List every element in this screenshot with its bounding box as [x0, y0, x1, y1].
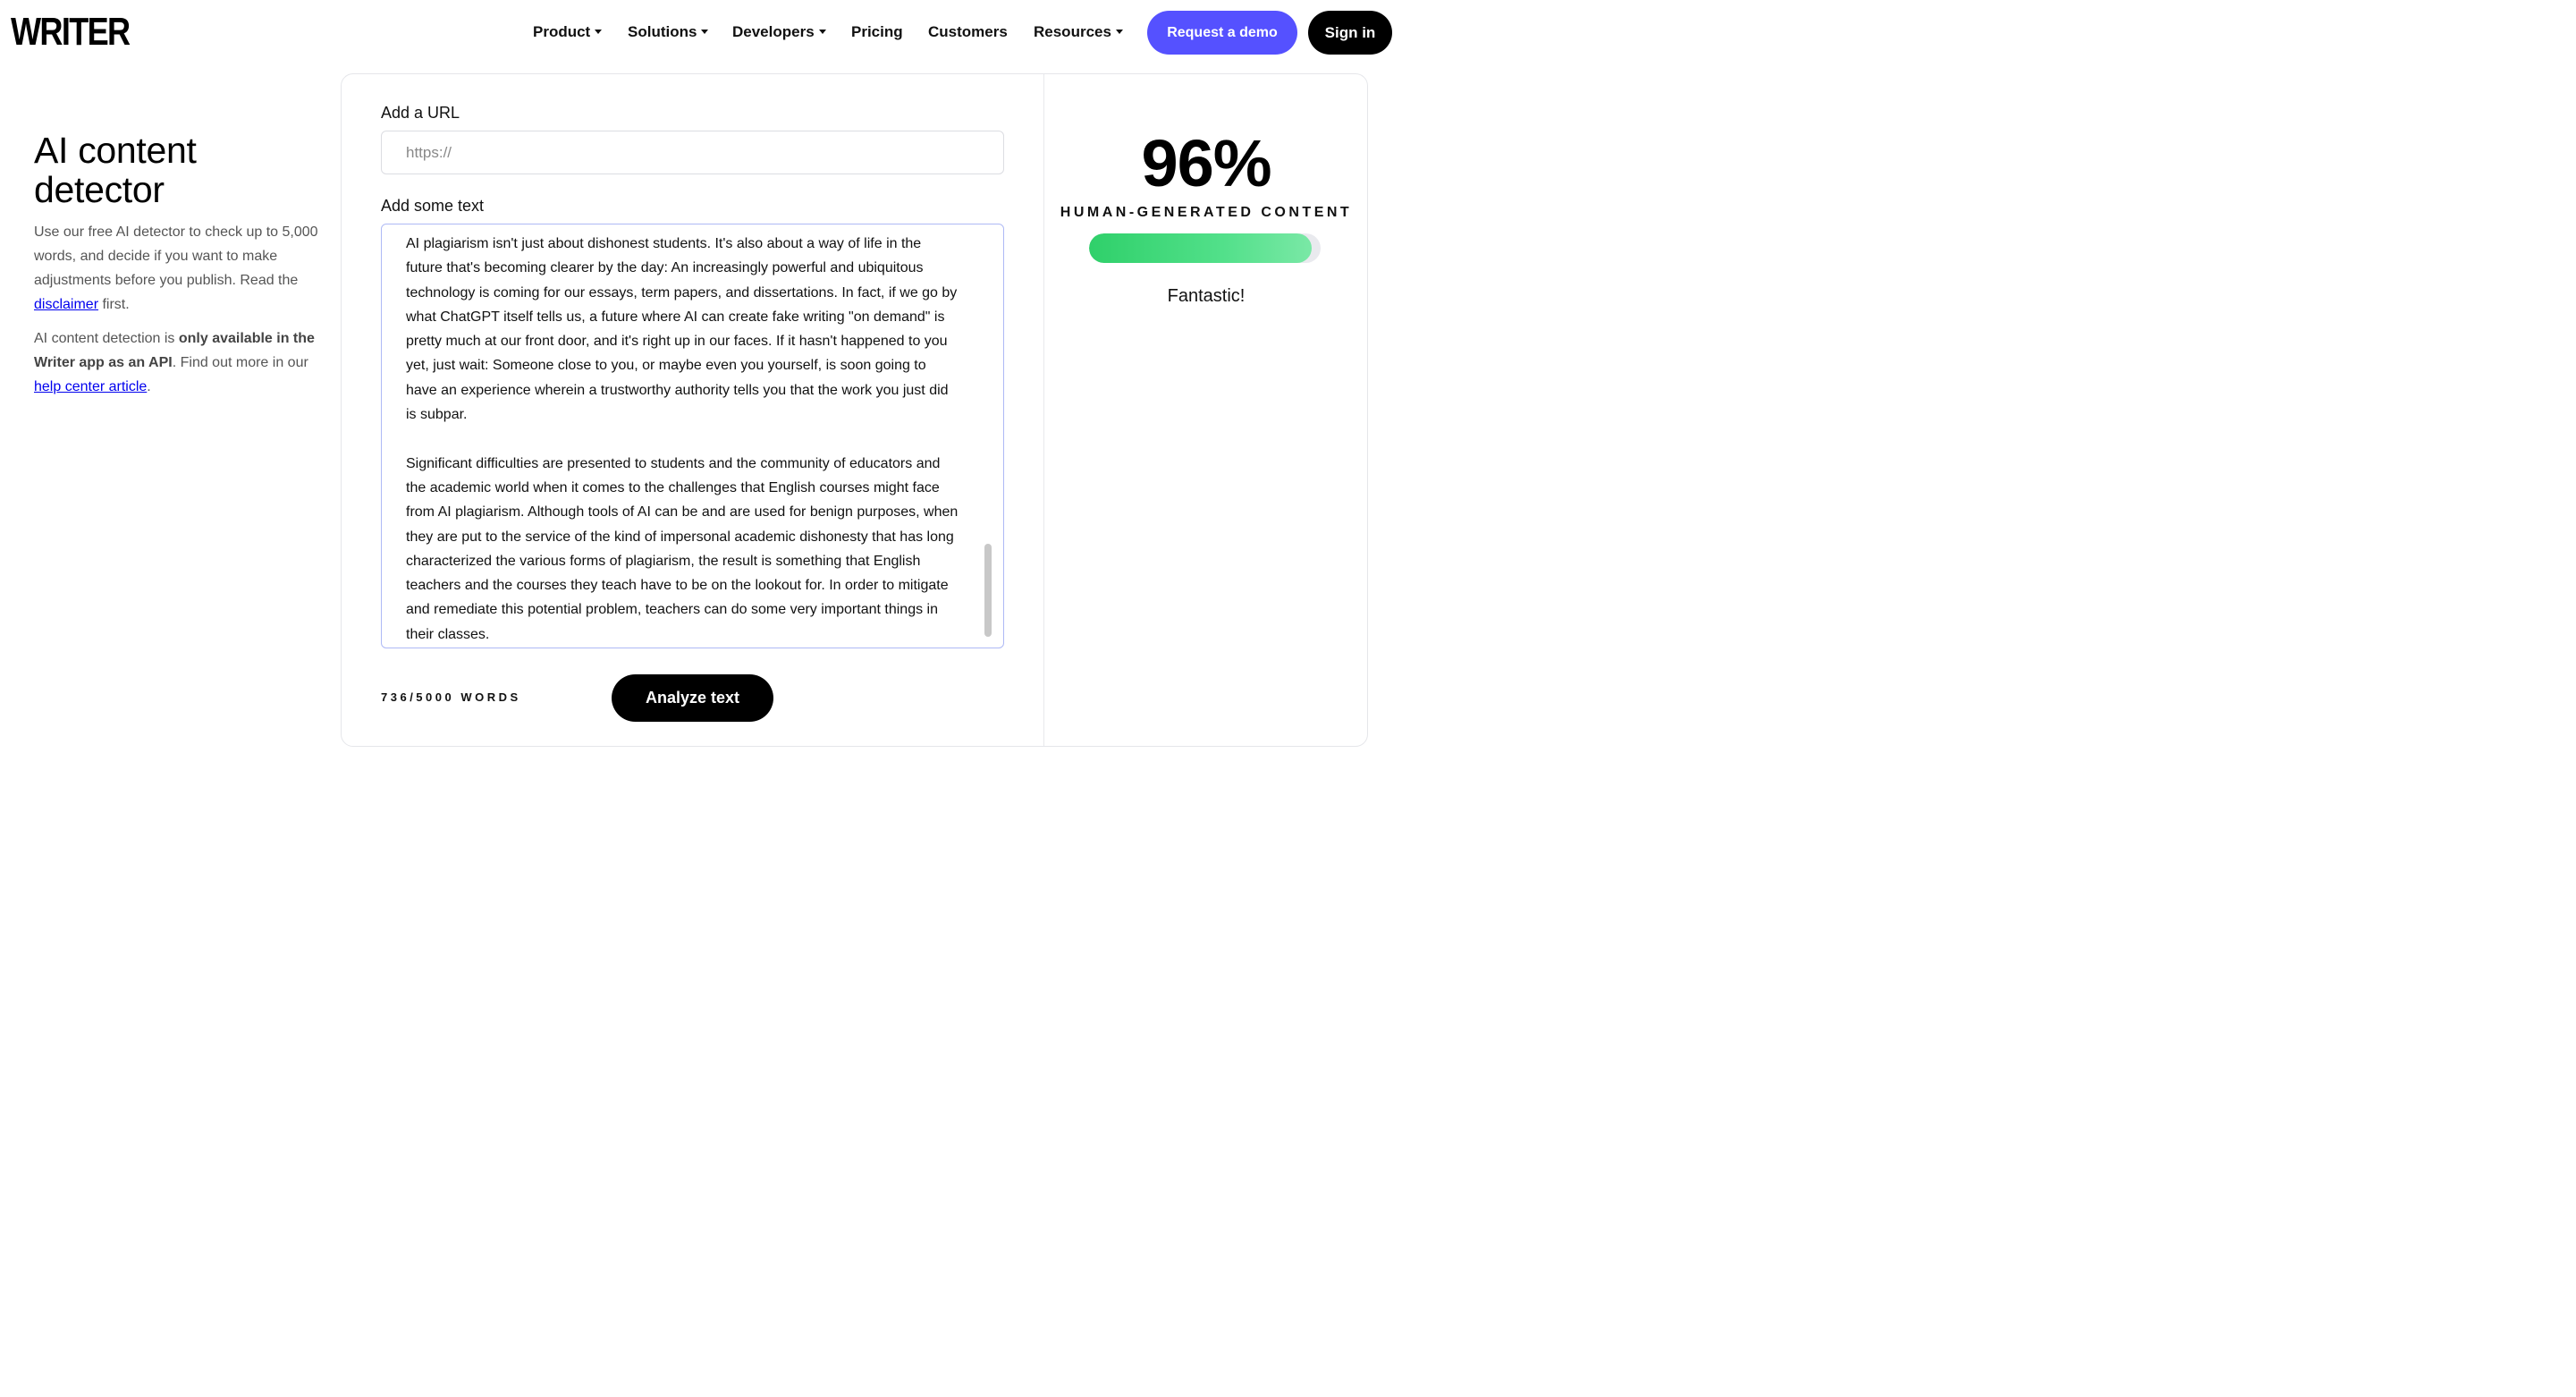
analyze-text-button[interactable]: Analyze text: [612, 674, 773, 722]
score-value: 96%: [1141, 126, 1271, 200]
nav-resources-label: Resources: [1034, 23, 1111, 40]
score-verdict: Fantastic!: [1167, 286, 1246, 306]
intro-p2-end: .: [147, 379, 151, 394]
writer-logo[interactable]: WRITER: [11, 10, 130, 54]
nav-pricing[interactable]: [851, 18, 903, 47]
nav-product[interactable]: [533, 18, 602, 47]
text-paragraph: AI plagiarism isn't just about dishonest students. It's also about a way of life in the future that's becoming clearer by the day: An increasingly powerful and ubiquitous technology is coming for our essays, term papers, and dissertations. In fact, if we go by what ChatGPT itself tells us, a future where AI can create fake writing "on demand" is pretty much at our front door, and it's right up in our faces. If it hasn't happened to you yet, just wait: Someone close to you, or maybe even you yourself, is soon going to have an experience wherein a trustworthy authority tells you that the work you just did is subpar.: [406, 236, 958, 423]
intro-section: [34, 131, 320, 399]
nav-customers-label: Customers: [928, 23, 1008, 40]
url-label: Add a URL: [381, 104, 460, 122]
nav-developers-label: Developers: [732, 23, 815, 40]
intro-p2-bold: only available in the Writer app as an API: [34, 331, 315, 370]
nav-product-label: Product: [533, 23, 591, 40]
intro-api-note: [34, 326, 320, 399]
text-input-area[interactable]: [381, 224, 1004, 648]
page-title: AI content detector: [34, 130, 197, 210]
word-count: 736/5000 WORDS: [381, 690, 521, 704]
text-paragraph: Significant difficulties are presented to students and the community of educators and the academic world when it comes to the challenges that English courses might face from AI plagiarism. Although tools of AI can be and are used for benign purposes, when they are put to the service of the kind of impersonal academic dishonesty that has long characterized the various forms of plagiarism, the result is something that English teachers and the courses they teach have to be on the lookout for. In order to mitigate and remediate this potential problem, teachers can do some very important things in their classes.: [406, 455, 959, 642]
score-label: HUMAN-GENERATED CONTENT: [1060, 205, 1353, 220]
score-progress-fill: [1089, 233, 1312, 263]
site-header: [0, 0, 1397, 64]
detector-card: [341, 73, 1368, 747]
caret-down-icon: [701, 30, 708, 34]
caret-down-icon: [819, 30, 826, 34]
intro-p1-text: Use our free AI detector to check up to 5,000 words, and decide if you want to make adjustments before you publish. Read the: [34, 224, 318, 288]
help-center-link[interactable]: help center article: [34, 379, 148, 394]
textarea-scrollbar[interactable]: [984, 544, 992, 637]
disclaimer-link[interactable]: disclaimer: [34, 297, 99, 312]
request-demo-button[interactable]: Request a demo: [1147, 11, 1297, 55]
sign-in-button[interactable]: Sign in: [1308, 11, 1392, 55]
nav-developers[interactable]: [732, 18, 826, 47]
text-label: Add some text: [381, 197, 485, 215]
caret-down-icon: [595, 30, 602, 34]
intro-description: [34, 220, 320, 317]
intro-p2-mid: . Find out more in our: [172, 355, 308, 370]
nav-solutions-label: Solutions: [628, 23, 697, 40]
url-input[interactable]: [381, 131, 1004, 174]
nav-resources[interactable]: [1034, 18, 1123, 47]
score-progress-bar: [1089, 233, 1321, 263]
nav-solutions[interactable]: [628, 18, 708, 47]
intro-p2-start: AI content detection is: [34, 331, 179, 346]
intro-p1-end: first.: [98, 297, 130, 312]
text-input-content: [406, 232, 959, 647]
nav-pricing-label: Pricing: [851, 23, 903, 40]
nav-customers[interactable]: [928, 18, 1008, 47]
caret-down-icon: [1116, 30, 1123, 34]
